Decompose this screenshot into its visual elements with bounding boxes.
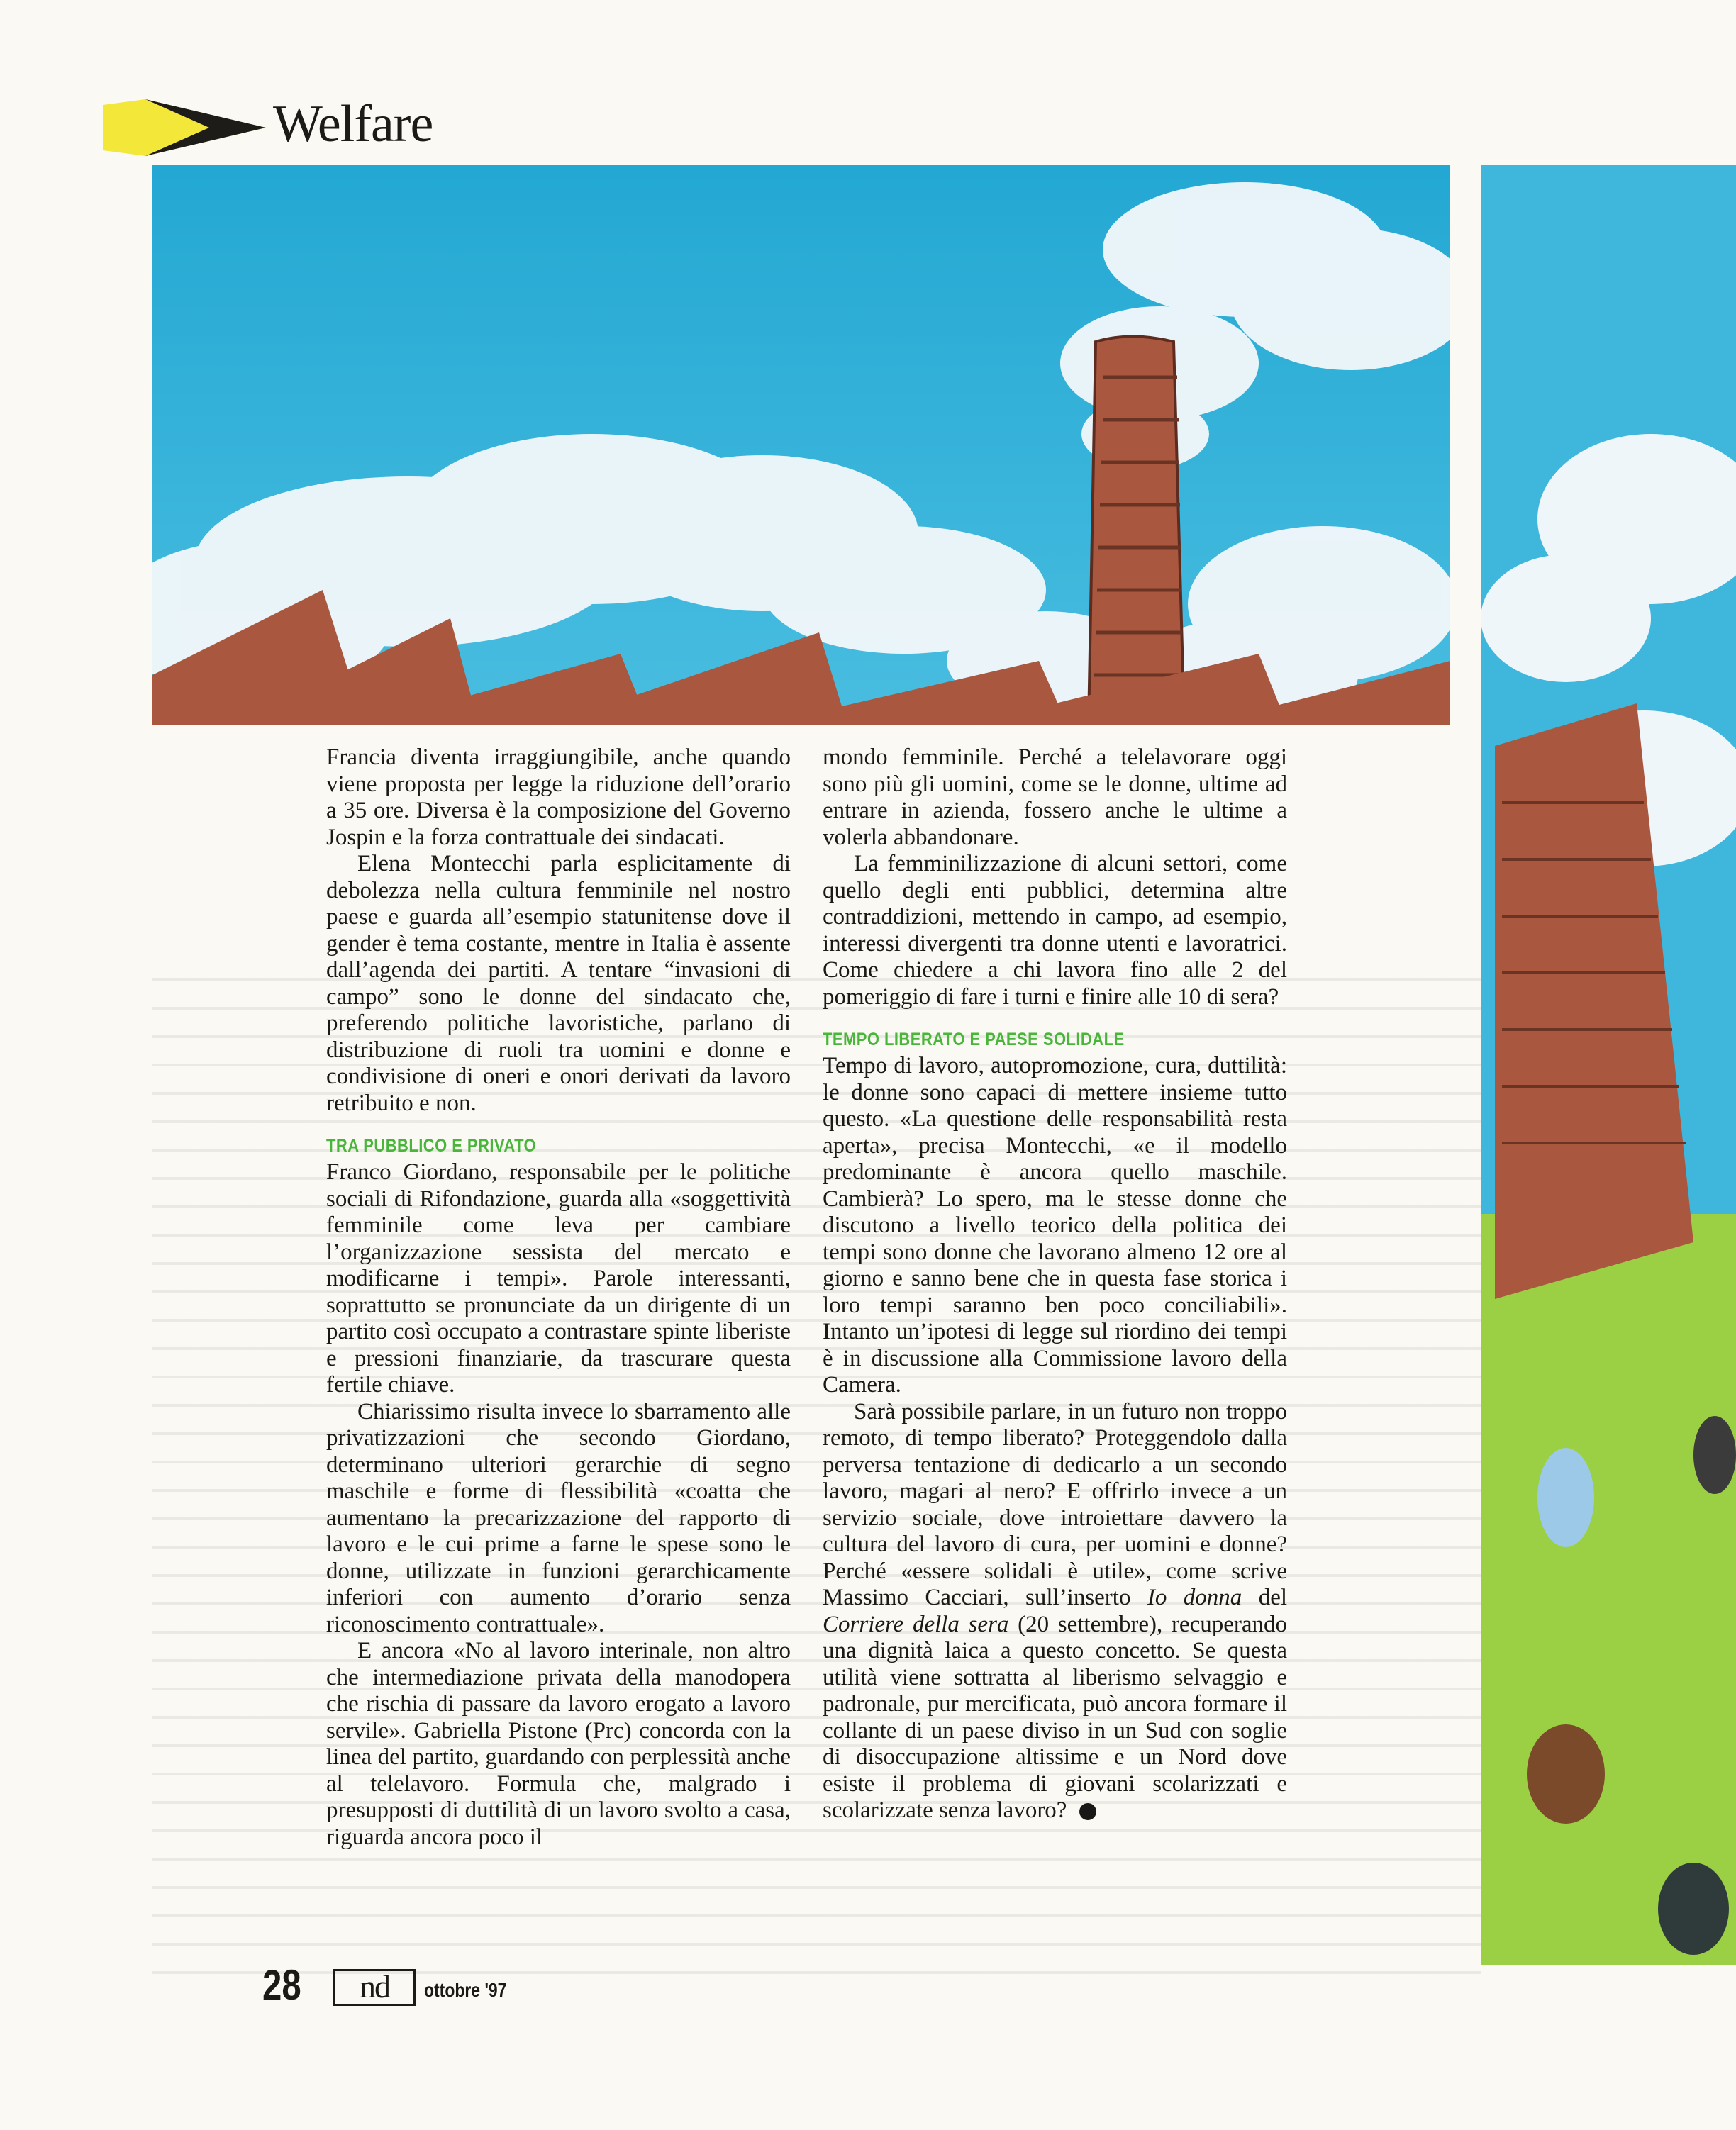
paragraph: E ancora «No al lavoro interinale, non altro che intermediazione privata della manodopera che rischia di passare da lavoro erogato a lavoro servile». Gabriella Pistone (Prc) concorda con la linea del partito, guardando con perplessità anche al telelavoro. Formula che, malgrado i presupposti di duttilità di un lavoro svolto a casa, riguarda ancora poco il <box>326 1638 791 1850</box>
paragraph: Sarà possibile parlare, in un futuro non troppo remoto, di tempo liberato? Proteggendolo dalla perversa tentazione di dedicarlo a un secondo lavoro, magari al nero? E offrirlo invece a un servizio sociale, dove introiettare davvero la cultura del lavoro di cura, per uomini e donne? Perché «essere solidali è utile», come scrive Massimo Cacciari, sull’inserto Io donna del Corriere della sera (20 settembre), recuperando una dignità laica a questo concetto. Se questa utilità viene sottratta al liberismo selvaggio e padronale, pur mercificata, può ancora formare il collante di un paese diviso in un Sud con soglie di disoccupazione altissime e un Nord dove esiste il problema di giovani scolarizzati e scolarizzate senza lavoro? <box>823 1398 1288 1823</box>
paragraph: La femminilizzazione di alcuni settori, come quello degli enti pubblici, determina altre contraddizioni, mettendo in campo, ad esempio, interessi divergenti tra donne utenti e lavoratrici. Come chiedere a chi lavora fino alle 2 del pomeriggio di fare i turni e finire alle 10 di sera? <box>823 851 1287 1010</box>
factory-chimney <box>1089 337 1184 725</box>
subheading-tra-pubblico-e-privato: TRA PUBBLICO E PRIVATO <box>326 1136 537 1156</box>
publication-title: Corriere della sera <box>823 1611 1009 1637</box>
article-column-2 <box>823 745 1287 1824</box>
end-mark-icon <box>1079 1803 1096 1820</box>
paragraph: Tempo di lavoro, autopromozione, cura, duttilità: le donne sono capaci di mettere insieme tutto questo. «La questione delle responsabilità resta aperta», precisa Montecchi, «e il modello predominante è ancora quello maschile. Cambierà? Lo spero, ma le stesse donne che discutono a livello teorico della politica dei tempi sono donne che lavorano almeno 12 ore al giorno e sanno bene che in questa fase storica i loro tempi saranno ben poco conciliabili». Intanto un’ipotesi di legge sul riordino dei tempi è in discussione alla Commissione lavoro della Camera. <box>823 1053 1287 1398</box>
section-title: Welfare <box>273 95 433 153</box>
paragraph: Elena Montecchi parla esplicitamente di debolezza nella cultura femminile nel nostro paese e guarda all’esempio statunitense dove il gender è tema costante, mentre in Italia è assente dall’agenda dei partiti. A tentare “invasioni di campo” sono le donne del sindacato che, preferendo politiche lavoristiche, parlano di distribuzione di ruoli tra uomini e donne e condivisione di oneri e onori derivati da lavoro retribuito e non. <box>326 851 791 1116</box>
paragraph: Francia diventa irraggiungibile, anche quando viene proposta per legge la riduzione dell’orario a 35 ore. Diversa è la composizione del Governo Jospin e la forza contrattuale dei sindacati. <box>326 745 791 850</box>
subheading-tempo-liberato: TEMPO LIBERATO E PAESE SOLIDALE <box>823 1030 1125 1049</box>
issue-date: ottobre '97 <box>424 1979 507 2001</box>
magazine-logo: nd <box>333 1969 416 2006</box>
article-column-1 <box>326 745 791 1851</box>
publication-title: Io donna <box>1147 1585 1242 1610</box>
page-number: 28 <box>262 1961 301 2009</box>
paragraph: Chiarissimo risulta invece lo sbarramento alle privatizzazioni che secondo Giordano, determinano ulteriori gerarchie di segno maschile e forme di flessibilità «coatta che aumentano la precarizzazione del rapporto di lavoro e le cui prime a farne le spese sono le donne, utilizzate in funzioni gerarchicamente inferiori con aumento d’orario senza riconoscimento contrattuale». <box>326 1398 791 1637</box>
paragraph: Franco Giordano, responsabile per le politiche sociali di Rifondazione, guarda alla «soggettività femminile come leva per cambiare l’organizzazione sessista del mercato e modificarne i tempi». Parole interessanti, soprattutto se pronunciate da un dirigente di un partito così occupato a contrastare spinte liberiste e pressioni finanziarie, da trascurare questa fertile chiave. <box>326 1159 791 1398</box>
section-arrow-icon <box>103 99 266 156</box>
paragraph: mondo femminile. Perché a telelavorare oggi sono più gli uomini, come se le donne, ultime ad entrare in azienda, fossero anche le ultime a volerla abbandonare. <box>823 745 1287 850</box>
side-illustration <box>1481 165 1736 1965</box>
hero-illustration <box>152 165 1450 725</box>
